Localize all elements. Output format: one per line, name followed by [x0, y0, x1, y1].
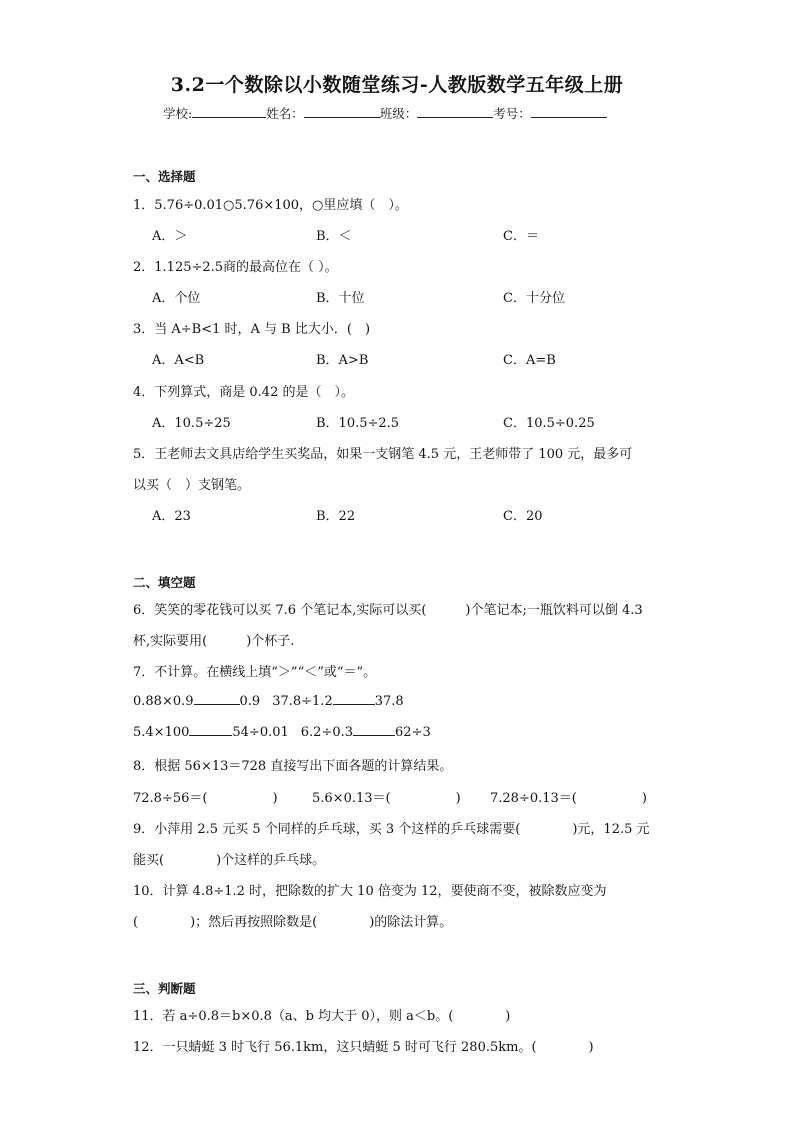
question-5-line2: 以买（ ）支钢笔。 [133, 478, 251, 493]
question-11: 11．若 a÷0.8＝b×0.8（a、b 均大于 0），则 a＜b。( ) [133, 1009, 511, 1024]
q3-option-a[interactable]: A．A<B [152, 353, 205, 368]
q8-item-2[interactable]: 5.6×0.13＝( ) [312, 791, 461, 806]
q7-expr: 37.8÷1.2 [272, 694, 333, 709]
q7-expr: 62÷3 [395, 725, 431, 740]
question-12: 12．一只蜻蜓 3 时飞行 56.1km，这只蜻蜓 5 时可飞行 280.5km。( ) [133, 1040, 594, 1055]
q4-option-c[interactable]: C．10.5÷0.25 [503, 416, 595, 431]
question-9-line1: 9．小萍用 2.5 元买 5 个同样的乒乓球，买 3 个这样的乒乓球需要( )元，12.5 元 [133, 822, 650, 837]
q2-option-b[interactable]: B．十位 [316, 291, 365, 306]
question-8: 8．根据 56×13＝728 直接写出下面各题的计算结果。 [133, 759, 453, 774]
name-blank[interactable] [304, 104, 380, 118]
question-7: 7．不计算。在横线上填“＞”“＜”或“＝”。 [133, 665, 377, 680]
q7-expr: 0.9 [239, 694, 261, 709]
school-label: 学校: [163, 106, 193, 121]
q5-option-b[interactable]: B．22 [316, 509, 356, 524]
q7-row-2 [133, 723, 431, 740]
q2-option-a[interactable]: A．个位 [152, 291, 201, 306]
page-title: 3.2一个数除以小数随堂练习-人教版数学五年级上册 [170, 74, 624, 96]
class-label: 班级： [379, 106, 418, 121]
question-1: 1．5.76÷0.01○5.76×100，○里应填（ ）。 [133, 198, 408, 213]
q3-option-c[interactable]: C．A=B [503, 353, 556, 368]
name-label: 姓名： [266, 106, 304, 121]
exam-no-label: 考号： [493, 106, 531, 121]
q7-answer-blank[interactable] [189, 723, 232, 736]
question-6-line2: 杯,实际要用( )个杯子. [133, 634, 295, 649]
question-10-line2: ( )；然后再按照除数是( )的除法计算。 [133, 915, 453, 930]
student-info-line [163, 104, 607, 122]
question-10-line1: 10．计算 4.8÷1.2 时，把除数的扩大 10 倍变为 12，要使商不变，被除数应变为 [133, 884, 607, 899]
q7-expr: 5.4×100 [133, 725, 190, 740]
question-4: 4．下列算式，商是 0.42 的是（ ）。 [133, 385, 354, 400]
q4-option-a[interactable]: A．10.5÷25 [152, 416, 231, 431]
q4-option-b[interactable]: B．10.5÷2.5 [316, 416, 400, 431]
q7-expr: 6.2÷0.3 [300, 725, 354, 740]
section-choice-title: 一、选择题 [133, 169, 196, 184]
q7-expr: 37.8 [374, 694, 404, 709]
q7-answer-blank[interactable] [353, 723, 395, 736]
q7-answer-blank[interactable] [333, 692, 375, 705]
q1-option-b[interactable]: B．＜ [316, 229, 352, 244]
q8-item-3[interactable]: 7.28÷0.13＝( ) [490, 791, 647, 806]
school-blank[interactable] [192, 104, 266, 118]
q7-answer-blank[interactable] [194, 692, 240, 705]
q7-expr: 54÷0.01 [232, 725, 289, 740]
section-judge-title: 三、判断题 [133, 981, 196, 996]
question-9-line2: 能买( )个这样的乒乓球。 [133, 853, 326, 868]
q5-option-c[interactable]: C．20 [503, 509, 543, 524]
question-5-line1: 5．王老师去文具店给学生买奖品，如果一支钢笔 4.5 元，王老师带了 100 元，最多可 [133, 447, 633, 462]
q3-option-b[interactable]: B．A>B [316, 353, 369, 368]
q1-option-a[interactable]: A．＞ [152, 229, 188, 244]
question-6-line1: 6．笑笑的零花钱可以买 7.6 个笔记本,实际可以买( )个笔记本;一瓶饮料可以倒 4.3 [133, 603, 643, 618]
exam-no-blank[interactable] [531, 104, 607, 118]
class-blank[interactable] [417, 104, 493, 118]
q7-row-1 [133, 692, 404, 709]
q8-item-1[interactable]: 72.8÷56＝( ) [133, 791, 278, 806]
question-2: 2．1.125÷2.5商的最高位在（ ）。 [133, 260, 338, 275]
q7-expr: 0.88×0.9 [133, 694, 194, 709]
q2-option-c[interactable]: C．十分位 [503, 291, 565, 306]
section-fill-title: 二、填空题 [133, 575, 196, 590]
q5-option-a[interactable]: A．23 [152, 509, 191, 524]
question-3: 3．当 A÷B<1 时，A 与 B 比大小．( ) [133, 322, 371, 337]
q1-option-c[interactable]: C．＝ [503, 229, 539, 244]
